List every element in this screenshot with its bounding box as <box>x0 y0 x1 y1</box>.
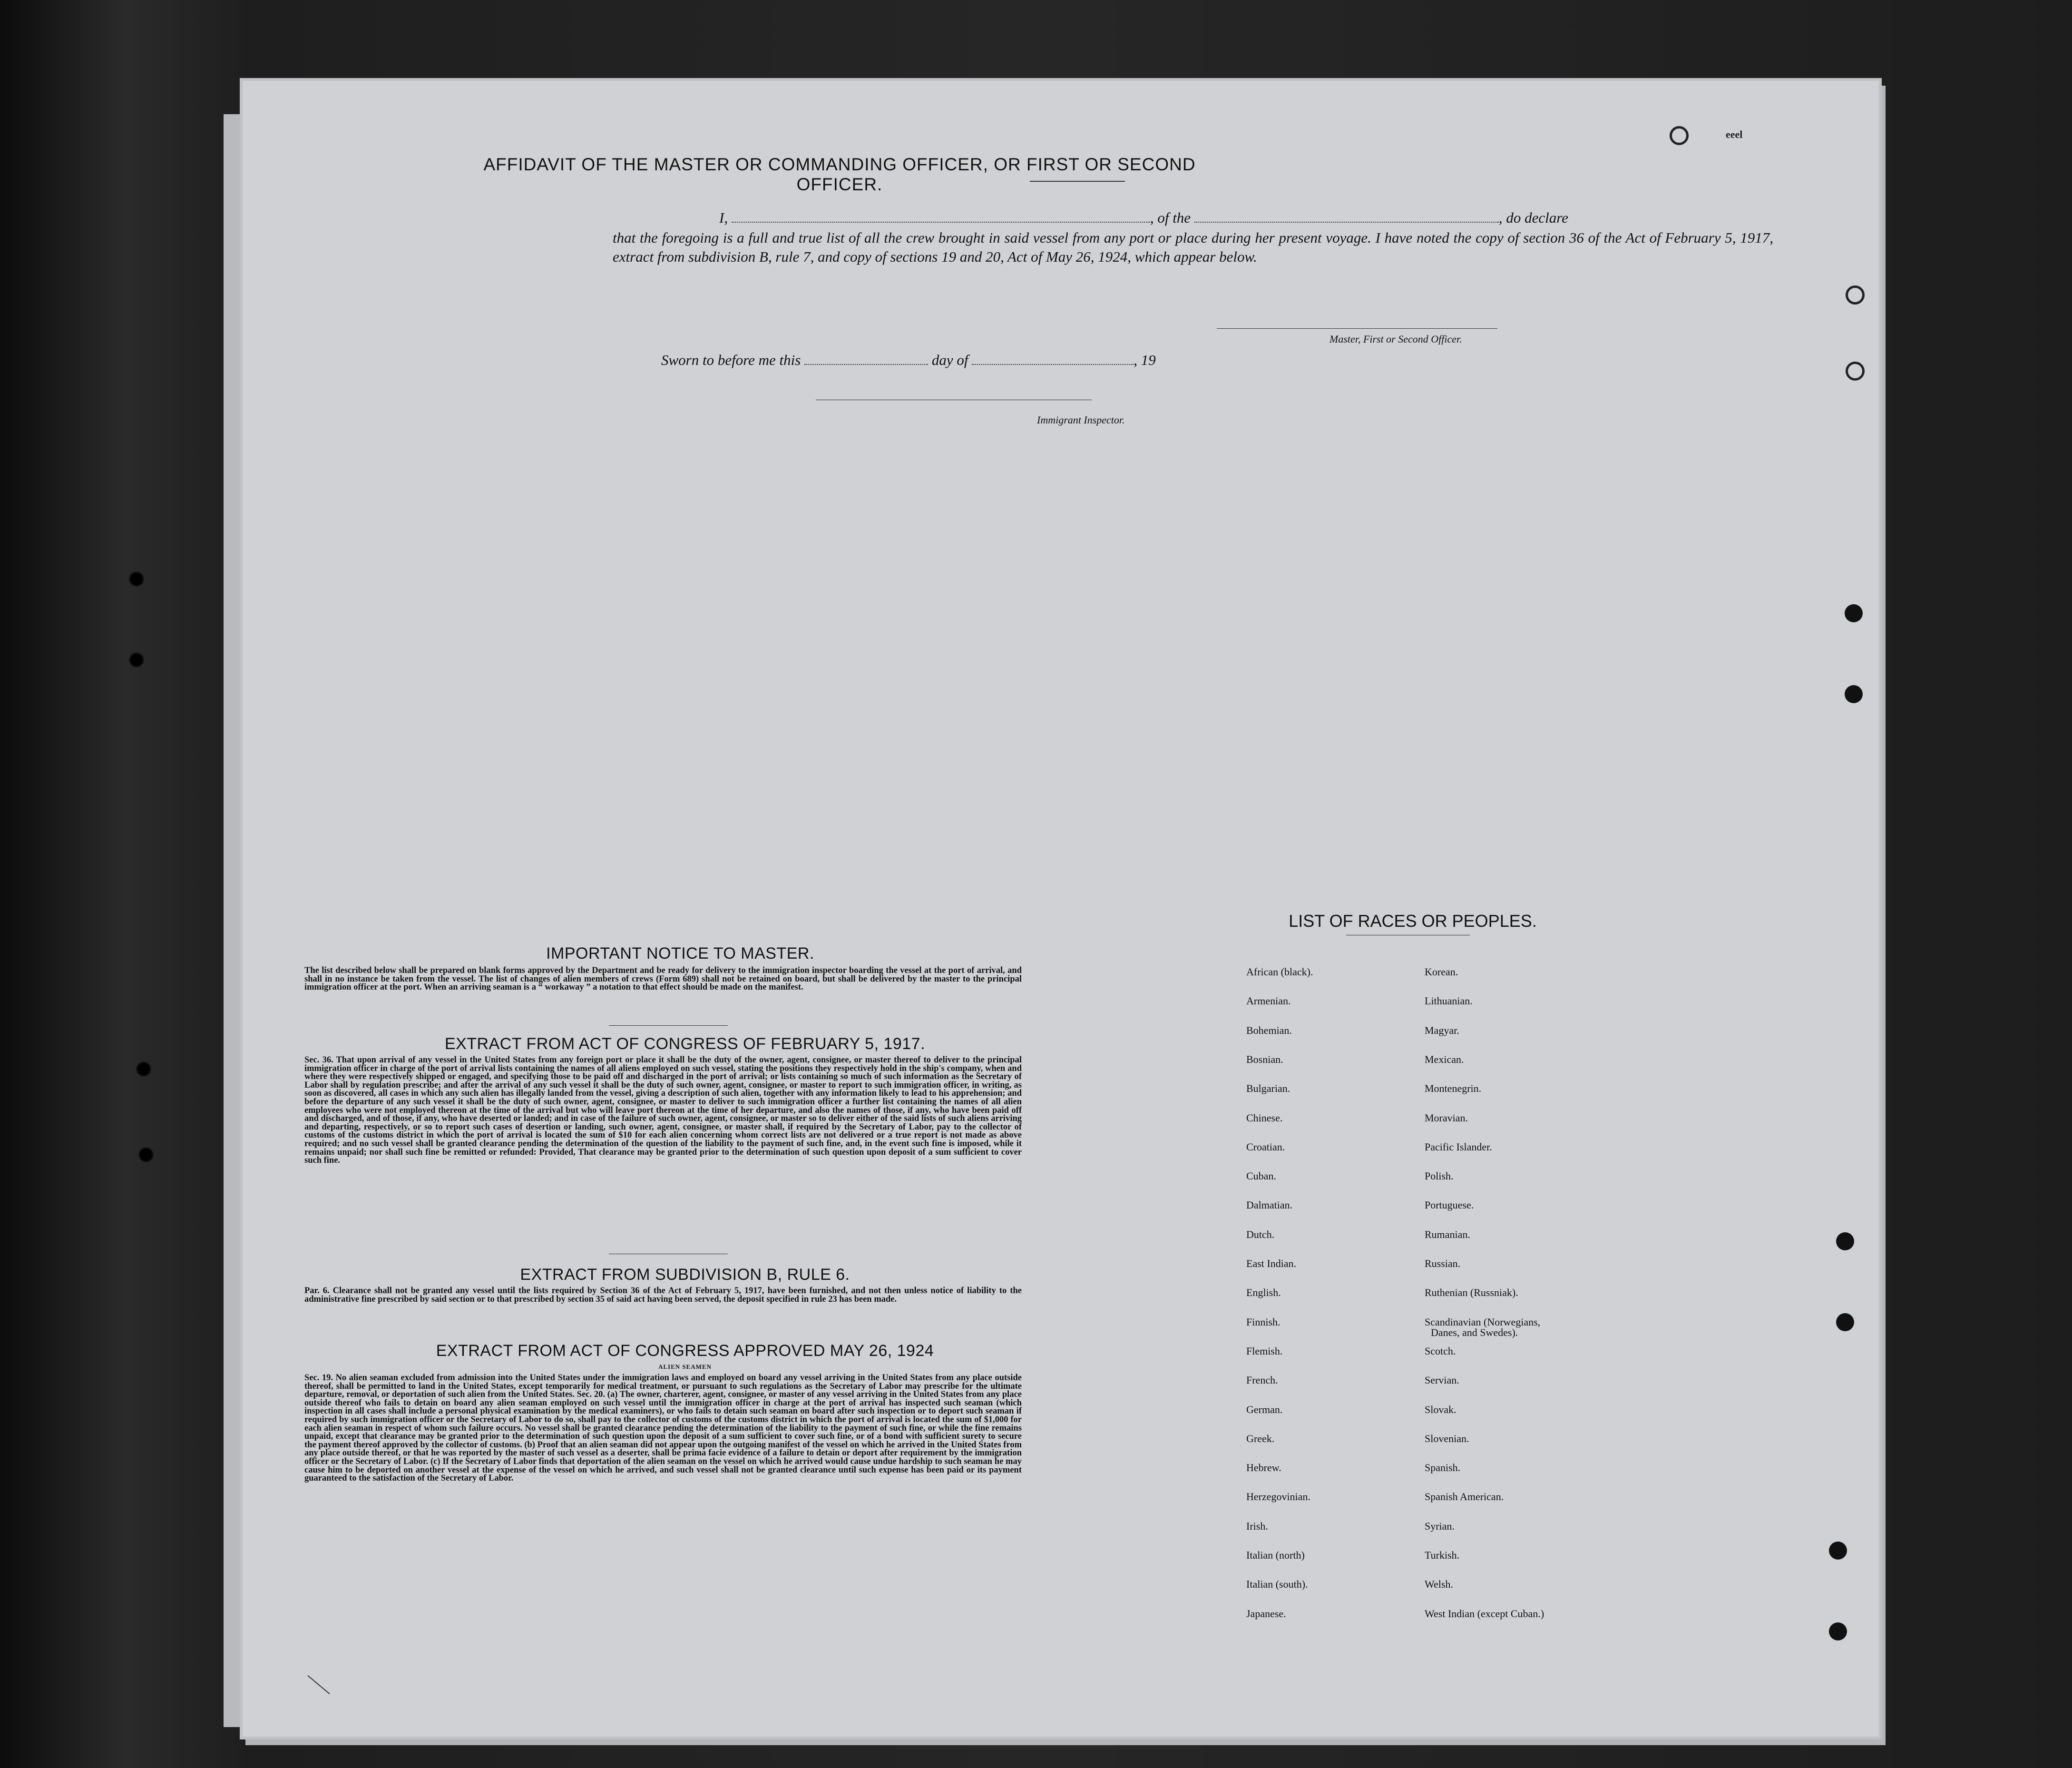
race-item: Spanish American. <box>1425 1491 1504 1503</box>
sworn-label: Sworn to before me this <box>661 352 801 368</box>
affidavit-declaration-line <box>719 208 1775 227</box>
punch-hole-icon <box>1845 604 1863 622</box>
pen-mark <box>307 1675 330 1694</box>
race-item: Servian. <box>1425 1374 1459 1386</box>
ring-hole-icon <box>1846 362 1865 381</box>
corner-mark: eeel <box>1726 128 1743 140</box>
alien-seamen-subtitle: ALIEN SEAMEN <box>658 1363 712 1370</box>
race-item: Russian. <box>1425 1257 1461 1269</box>
race-item: Welsh. <box>1425 1578 1453 1591</box>
race-item: Mexican. <box>1425 1053 1464 1065</box>
race-item-continuation: Danes, and Swedes). <box>1431 1326 1518 1338</box>
race-item: Cuban. <box>1246 1170 1276 1182</box>
declarant-name-field[interactable] <box>732 222 1150 223</box>
extract-1917-body: Sec. 36. That upon arrival of any vessel in the United States from any foreign port or place it shall be the duty of the owner, agent, consignee, or master thereof to deliver to the principal immigration officer in charge of the port of arrival lists containing the names of all aliens employed on such vessel, stating the positions they respectively hold in the ship's company, when and where they were respectively shipped or engaged, and specifying those to be paid off and discharged in the port of arrival; or lists containing so much of such information as the Secretary of Labor shall by regulation prescribe; and after the arrival of any such vessel it shall be the duty of such owner, agent, consignee, or master to report to such immigration officer, in writing, as soon as discovered, all cases in which any such alien has illegally landed from the vessel, giving a description of such alien, together with any information likely to lead to his apprehension; and before the departure of any such vessel it shall be the duty of such owner, agent, consignee, or master to deliver to such immigration officer a further list containing the names of all alien employees who were not employed thereon at the time of the arrival but who will leave port thereon at the time of her departure, and also the names of those, if any, who have been paid off and discharged, and of those, if any, who have deserted or landed; and in case of the failure of such owner, agent, consignee, or master so to deliver either of the said lists of such aliens arriving and departing, respectively, or so to report such cases of desertion or landing, such owner, agent, consignee, or master shall, if required by the Secretary of Labor, pay to the collector of customs of the customs district in which the port of arrival is located the sum of $10 for each alien concerning whom correct lists are not delivered or a true report is not made as above required; and no such vessel shall be granted clearance pending the determination of the question of the liability to the payment of such fine, and, in the event such fine is imposed, while it remains unpaid; nor shall such fine be remitted or refunded: Provided, That clearance may be granted prior to the determination of such question upon deposit of a sum sufficient to cover such fine. <box>304 1055 1022 1166</box>
extract-1924-body: Sec. 19. No alien seaman excluded from admission into the United States under the immigration laws and employed on board any vessel arriving in the United States from any place outside thereof, shall be permitted to land in the United States, except temporarily for medical treatment, or pursuant to such regulations as the Secretary of Labor may prescribe for the ultimate departure, removal, or deportation of such alien from the United States. Sec. 20. (a) The owner, charterer, agent, consignee, or master of any vessel arriving in the United States from any place outside thereof who fails to detain on board any alien seaman employed on such vessel until the immigration officer in charge at the port of arrival has inspected such seaman (which inspection in all cases shall include a personal physical examination by the medical examiners), or who fails to detain such seaman on board after such inspection or to deport such seaman if required by such immigration officer or the Secretary of Labor to do so, shall pay to the collector of customs of the customs district in which the port of arrival is located the sum of $1,000 for each alien seaman in respect of whom such failure occurs. No vessel shall be granted clearance pending the determination of the liability to the payment of such fine, or while the fine remains unpaid, except that clearance may be granted prior to the determination of such question upon the deposit of a sum sufficient to cover such fine, or of a bond with sufficient surety to secure the payment thereof approved by the collector of customs. (b) Proof that an alien seaman did not appear upon the outgoing manifest of the vessel on which he arrived in the United States from any place outside thereof, or that he was reported by the master of such vessel as a deserter, shall be prima facie evidence of a failure to detain or deport after requirement by the immigration officer or the Secretary of Labor. (c) If the Secretary of Labor finds that deportation of the alien seaman on the vessel on which he arrived would cause undue hardship to such seaman he may cause him to be deported on another vessel at the expense of the vessel on which he arrived, and such vessel shall not be granted clearance until such expense has been paid or its payment guaranteed to the satisfaction of the Secretary of Labor. <box>304 1373 1022 1483</box>
binder-hole <box>138 1147 154 1163</box>
punch-hole-icon <box>1845 685 1863 703</box>
page-edge <box>224 114 243 1727</box>
race-item: Hebrew. <box>1246 1462 1281 1474</box>
of-the-label: , of the <box>1150 209 1191 226</box>
ring-hole-icon <box>1670 126 1689 145</box>
inspector-signature-label: Immigrant Inspector. <box>1037 414 1125 426</box>
race-item: English. <box>1246 1287 1281 1299</box>
sworn-date-field[interactable] <box>804 364 928 365</box>
vessel-name-field[interactable] <box>1194 222 1499 223</box>
day-of-label: day of <box>931 352 968 368</box>
ring-hole-icon <box>1846 285 1865 304</box>
punch-hole-icon <box>1836 1313 1854 1331</box>
master-signature-label: Master, First or Second Officer. <box>1329 333 1462 345</box>
master-signature-line[interactable] <box>1217 328 1497 329</box>
binder-hole <box>136 1061 152 1077</box>
race-item: Portuguese. <box>1425 1199 1474 1211</box>
title-rule <box>1030 181 1125 182</box>
extract-1924-title: EXTRACT FROM ACT OF CONGRESS APPROVED MAY 26, 1924 <box>436 1342 934 1360</box>
race-item: Armenian. <box>1246 995 1291 1007</box>
race-item: Polish. <box>1425 1170 1454 1182</box>
race-item: Rumanian. <box>1425 1228 1470 1240</box>
punch-hole-icon <box>1829 1622 1847 1640</box>
do-declare-label: , do declare <box>1498 209 1568 226</box>
sworn-month-field[interactable] <box>972 364 1134 365</box>
race-item: Croatian. <box>1246 1140 1285 1153</box>
affidavit-body: that the foregoing is a full and true list of all the crew brought in said vessel from any port or place during her present voyage. I have noted the copy of section 36 of the Act of February 5, 1917, extract from subdivision B, rule 7, and copy of sections 19 and 20, Act of May 26, 1924, which appear below. <box>613 229 1773 265</box>
race-item: Italian (north) <box>1246 1549 1305 1561</box>
race-item: Finnish. <box>1246 1316 1280 1328</box>
race-item: Spanish. <box>1425 1462 1461 1474</box>
race-item: Pacific Islander. <box>1425 1140 1492 1153</box>
subdivision-b-body: Par. 6. Clearance shall not be granted any vessel until the lists required by Section 36 of the Act of February 5, 1917, have been furnished, and not then unless notice of liability to the administrative fine prescribed by said section or to that prescribed by section 35 of said act having been served, the deposit specified in rule 23 has been made. <box>304 1286 1022 1304</box>
subdivision-b-title: EXTRACT FROM SUBDIVISION B, RULE 6. <box>520 1266 850 1284</box>
binder-hole <box>128 571 145 587</box>
race-item: Magyar. <box>1425 1024 1459 1036</box>
declarant-label: I, <box>719 209 728 226</box>
race-item: Japanese. <box>1246 1607 1286 1620</box>
race-item: French. <box>1246 1374 1278 1386</box>
binder-hole <box>128 652 145 668</box>
section-rule <box>609 1025 728 1026</box>
race-item: East Indian. <box>1246 1257 1297 1269</box>
race-item: Scandinavian (Norwegians, <box>1425 1316 1541 1328</box>
punch-hole-icon <box>1829 1542 1847 1560</box>
race-item: Lithuanian. <box>1425 995 1473 1007</box>
affidavit-title: AFFIDAVIT OF THE MASTER OR COMMANDING OFFICER, OR FIRST OR SECOND OFFICER. <box>483 155 1196 194</box>
race-item: Turkish. <box>1425 1549 1460 1561</box>
race-item: Bulgarian. <box>1246 1082 1290 1095</box>
race-item: Irish. <box>1246 1520 1268 1532</box>
race-item: German. <box>1246 1403 1283 1415</box>
document-page <box>243 81 1879 1737</box>
race-item: Montenegrin. <box>1425 1082 1482 1095</box>
race-item: Dalmatian. <box>1246 1199 1293 1211</box>
race-item: Korean. <box>1425 966 1458 978</box>
year-label: , 19 <box>1134 352 1156 368</box>
race-item: Bohemian. <box>1246 1024 1292 1036</box>
extract-1917-title: EXTRACT FROM ACT OF CONGRESS OF FEBRUARY 5, 1917. <box>444 1035 926 1053</box>
punch-hole-icon <box>1836 1232 1854 1250</box>
race-item: Scotch. <box>1425 1345 1456 1357</box>
race-item: Moravian. <box>1425 1111 1468 1124</box>
race-item: Slovak. <box>1425 1403 1456 1415</box>
race-item: Syrian. <box>1425 1520 1455 1532</box>
race-item: Chinese. <box>1246 1111 1283 1124</box>
race-item: Bosnian. <box>1246 1053 1283 1065</box>
race-item: Herzegovinian. <box>1246 1491 1310 1503</box>
race-item: Dutch. <box>1246 1228 1275 1240</box>
sworn-line <box>661 351 1156 370</box>
notice-title: IMPORTANT NOTICE TO MASTER. <box>546 944 814 963</box>
race-item: Slovenian. <box>1425 1432 1469 1444</box>
notice-body: The list described below shall be prepared on blank forms approved by the Department and be ready for delivery to the immigration inspector boarding the vessel at the port of arrival, and shall in no instance be taken from the vessel. The list of changes of alien members of crews (Form 689) shall not be retained on board, but shall be delivered by the master to the principal immigration officer at the port. When an arriving seaman is a “ workaway ” a notation to that effect should be made on the manifest. <box>304 966 1022 992</box>
races-title: LIST OF RACES OR PEOPLES. <box>1289 911 1537 931</box>
race-item: African (black). <box>1246 966 1313 978</box>
race-item: Greek. <box>1246 1432 1275 1444</box>
race-item: West Indian (except Cuban.) <box>1425 1607 1544 1620</box>
race-item: Ruthenian (Russniak). <box>1425 1287 1518 1299</box>
race-item: Italian (south). <box>1246 1578 1308 1591</box>
race-item: Flemish. <box>1246 1345 1283 1357</box>
